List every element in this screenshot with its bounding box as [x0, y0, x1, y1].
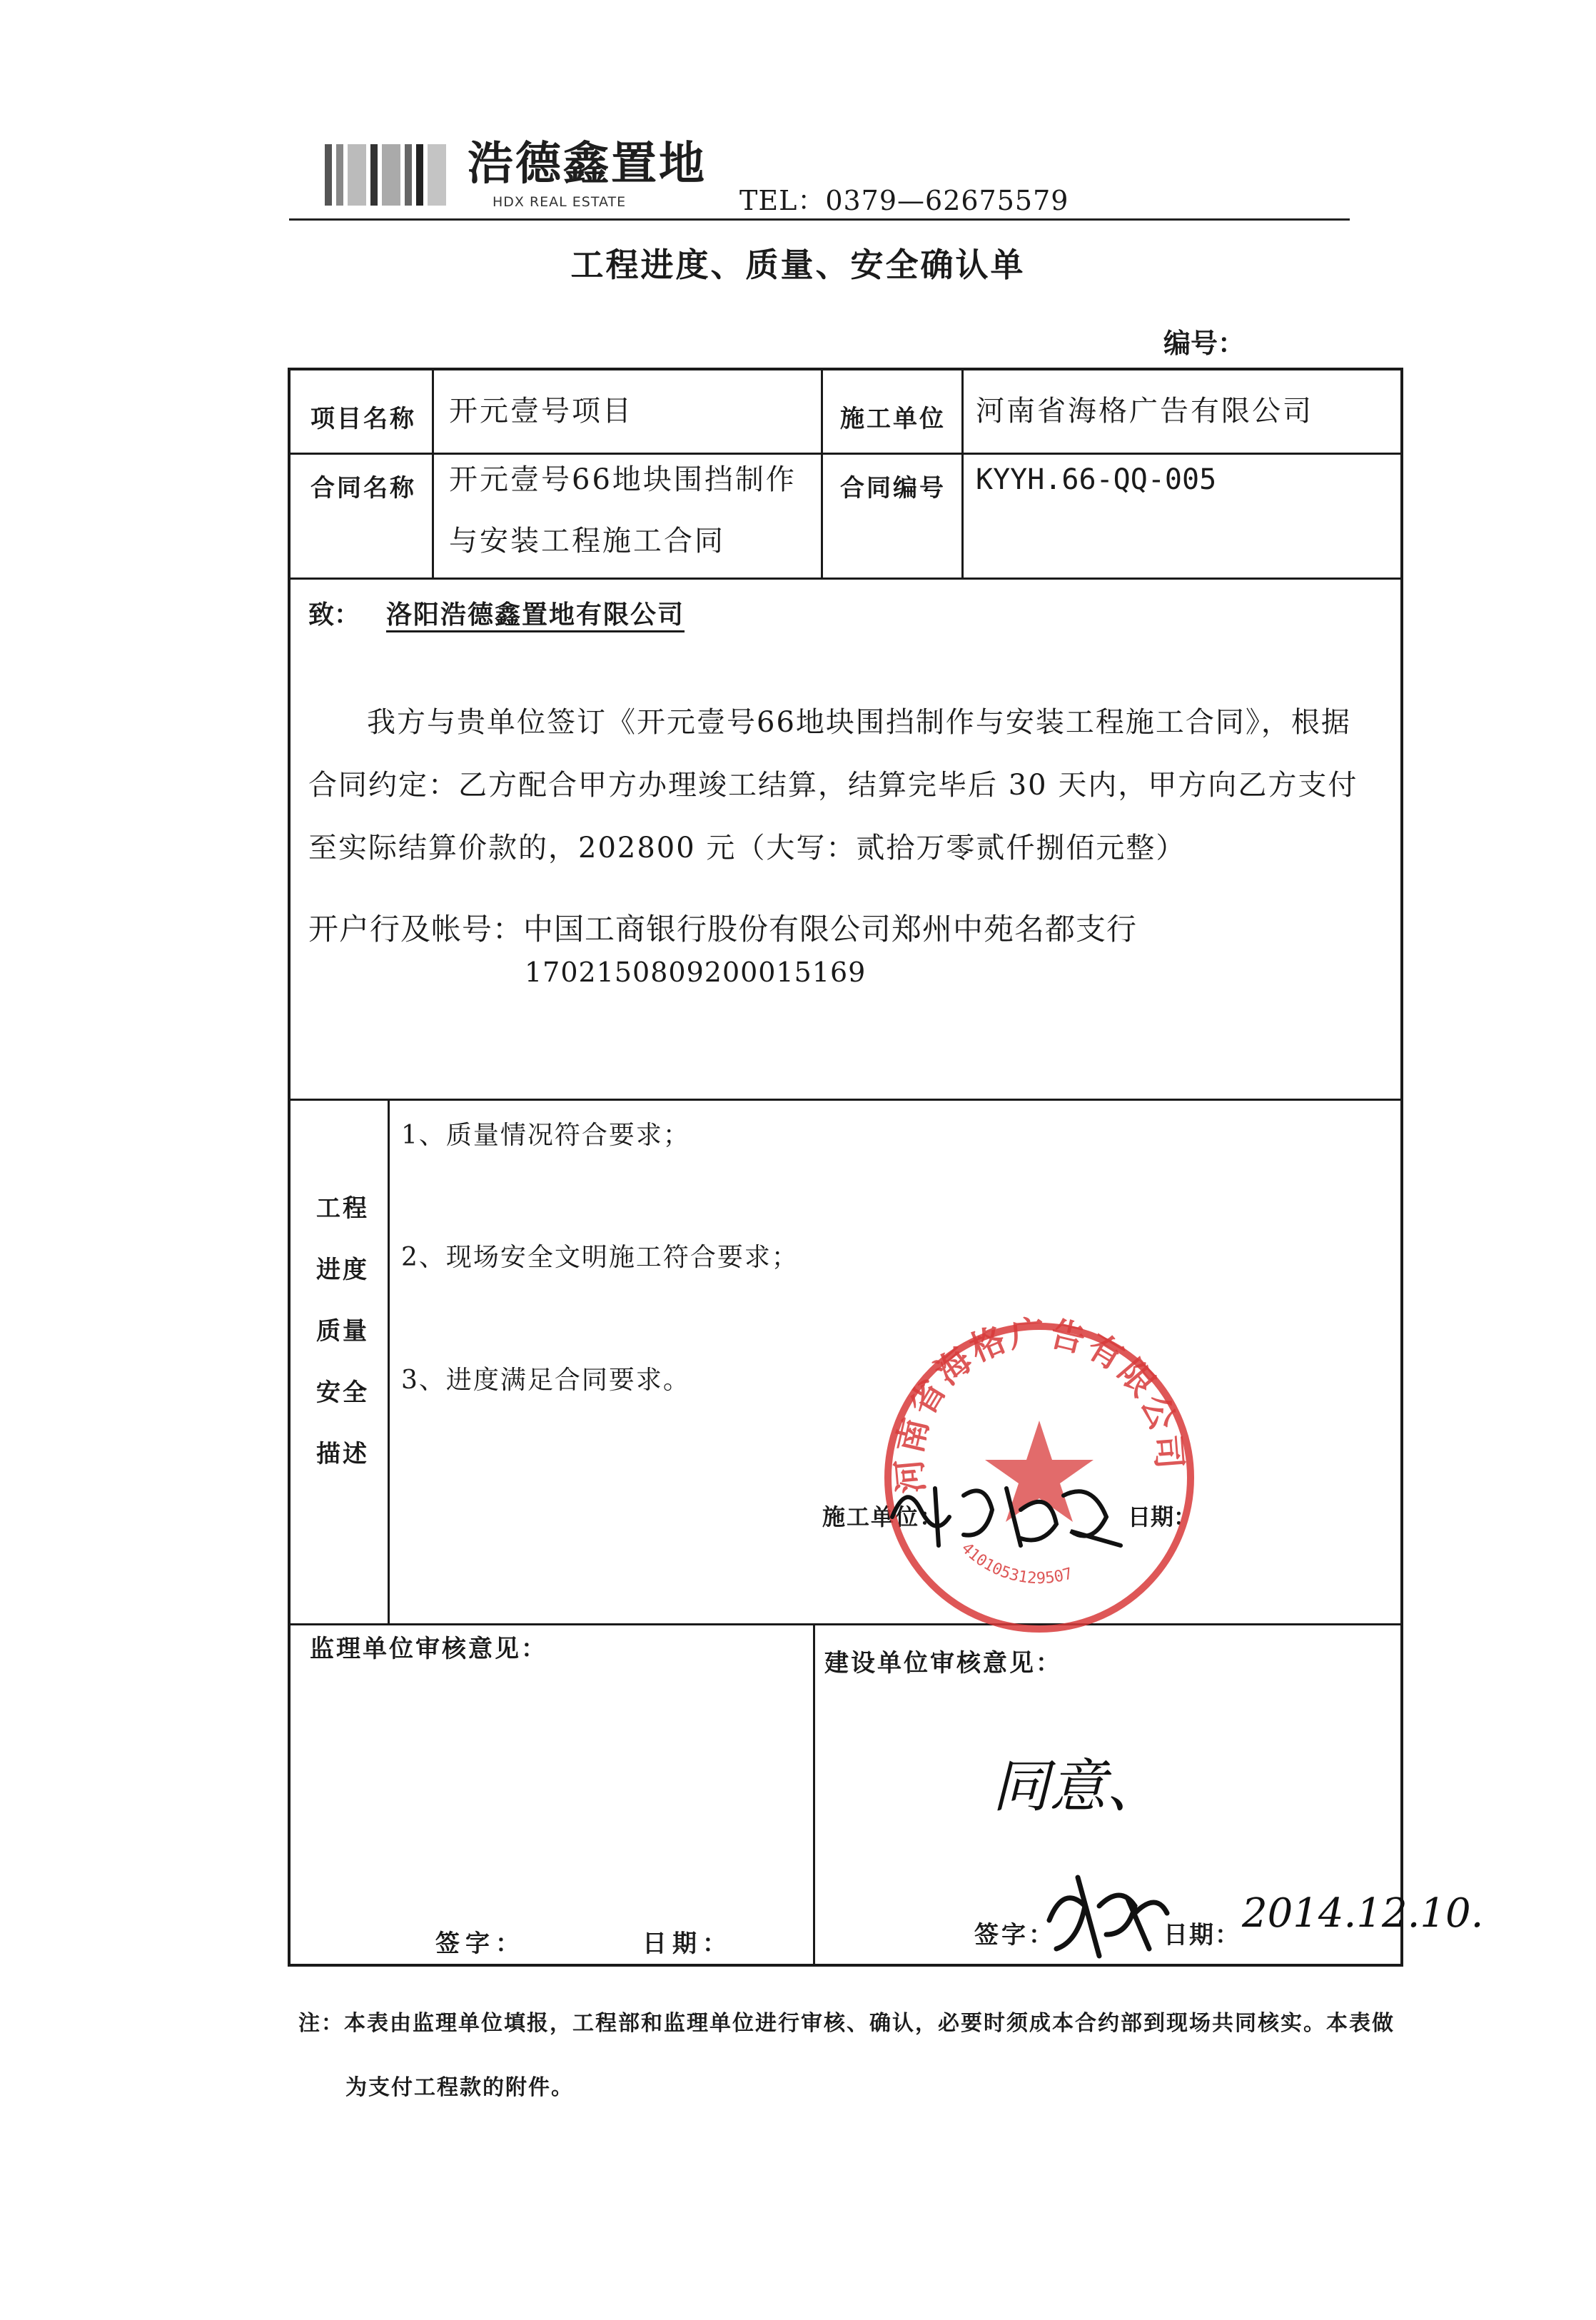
telephone: TEL：0379—62675579	[739, 185, 1069, 216]
bank-account-number: 1702150809200015169	[525, 957, 867, 988]
contract-name-line1: 开元壹号66地块围挡制作	[449, 463, 797, 496]
contract-name-line2: 与安装工程施工合同	[449, 525, 725, 558]
bank-label: 开户行及帐号：	[308, 912, 524, 947]
side-label-3: 质量	[316, 1317, 369, 1346]
supervisor-date-label: 日期：	[642, 1930, 732, 1958]
owner-review-label: 建设单位审核意见：	[824, 1649, 1062, 1678]
side-label-5: 描述	[316, 1440, 369, 1468]
contract-no-value: KYYH.66-QQ-005	[976, 463, 1217, 496]
paragraph-line-2: 合同约定：乙方配合甲方办理竣工结算，结算完毕后 30 天内，甲方向乙方支付	[308, 769, 1358, 802]
side-label-4: 安全	[316, 1378, 369, 1407]
supervisor-review-label: 监理单位审核意见：	[310, 1635, 547, 1663]
side-label-2: 进度	[316, 1256, 369, 1284]
seal-number: 4101053129507	[957, 1539, 1075, 1588]
row-divider	[291, 1623, 1400, 1625]
col-divider	[388, 1099, 390, 1623]
project-name-value: 开元壹号项目	[449, 395, 633, 428]
company-name-en: HDX REAL ESTATE	[493, 194, 627, 210]
contract-no-label: 合同编号	[840, 474, 946, 503]
addressee-value: 洛阳浩德鑫置地有限公司	[386, 600, 685, 630]
owner-date-handwritten: 2014.12.10.	[1242, 1890, 1484, 1937]
description-item-3: 3、进度满足合同要求。	[401, 1366, 690, 1395]
contractor-sign-label: 施工单位：	[822, 1503, 944, 1530]
col-divider	[813, 1623, 815, 1964]
col-divider	[961, 370, 964, 578]
serial-number-label: 编号：	[1163, 327, 1246, 359]
note-line-2: 为支付工程款的附件。	[345, 2075, 574, 2100]
seal-text: 河南省海格广告有限公司	[889, 1313, 1190, 1496]
company-name-cn: 浩德鑫置地	[468, 138, 707, 191]
side-label-1: 工程	[316, 1194, 369, 1223]
paragraph-line-1: 我方与贵单位签订《开元壹号66地块围挡制作与安装工程施工合同》，根据	[367, 706, 1351, 739]
description-side-label	[314, 1178, 371, 1485]
header-divider	[289, 218, 1350, 221]
col-divider	[821, 370, 823, 578]
company-logo-mark	[325, 143, 489, 208]
contractor-signature	[878, 1467, 1149, 1560]
paragraph-line-3: 至实际结算价款的，202800 元（大写：贰拾万零贰仟捌佰元整）	[308, 832, 1186, 864]
bank-name: 中国工商银行股份有限公司郑州中苑名都支行	[523, 912, 1138, 947]
contractor-date-label: 日期：	[1128, 1503, 1197, 1530]
owner-opinion-handwritten: 同意、	[992, 1753, 1163, 1820]
bank-info	[308, 907, 1137, 952]
owner-signature	[1035, 1863, 1171, 1963]
owner-sign-label: 签字：	[974, 1921, 1056, 1950]
row-divider	[291, 1099, 1400, 1101]
contractor-value: 河南省海格广告有限公司	[976, 395, 1313, 428]
contract-name-label: 合同名称	[310, 474, 416, 503]
document-title: 工程进度、质量、安全确认单	[570, 246, 1026, 284]
supervisor-sign-label: 签字：	[435, 1930, 525, 1958]
contractor-label: 施工单位	[840, 405, 946, 433]
addressee-label: 致：	[308, 600, 360, 630]
description-item-1: 1、质量情况符合要求；	[401, 1121, 690, 1150]
owner-date-label: 日期：	[1163, 1921, 1241, 1950]
col-divider	[432, 370, 434, 578]
project-name-label: 项目名称	[310, 405, 416, 433]
description-item-2: 2、现场安全文明施工符合要求；	[401, 1243, 799, 1272]
footer-note	[298, 1992, 1412, 2120]
row-divider	[291, 578, 1400, 580]
note-line-1: 注：本表由监理单位填报，工程部和监理单位进行审核、确认，必要时须成本合约部到现场共同核实。本表做	[298, 2011, 1395, 2036]
letter-paragraph	[308, 691, 1390, 879]
